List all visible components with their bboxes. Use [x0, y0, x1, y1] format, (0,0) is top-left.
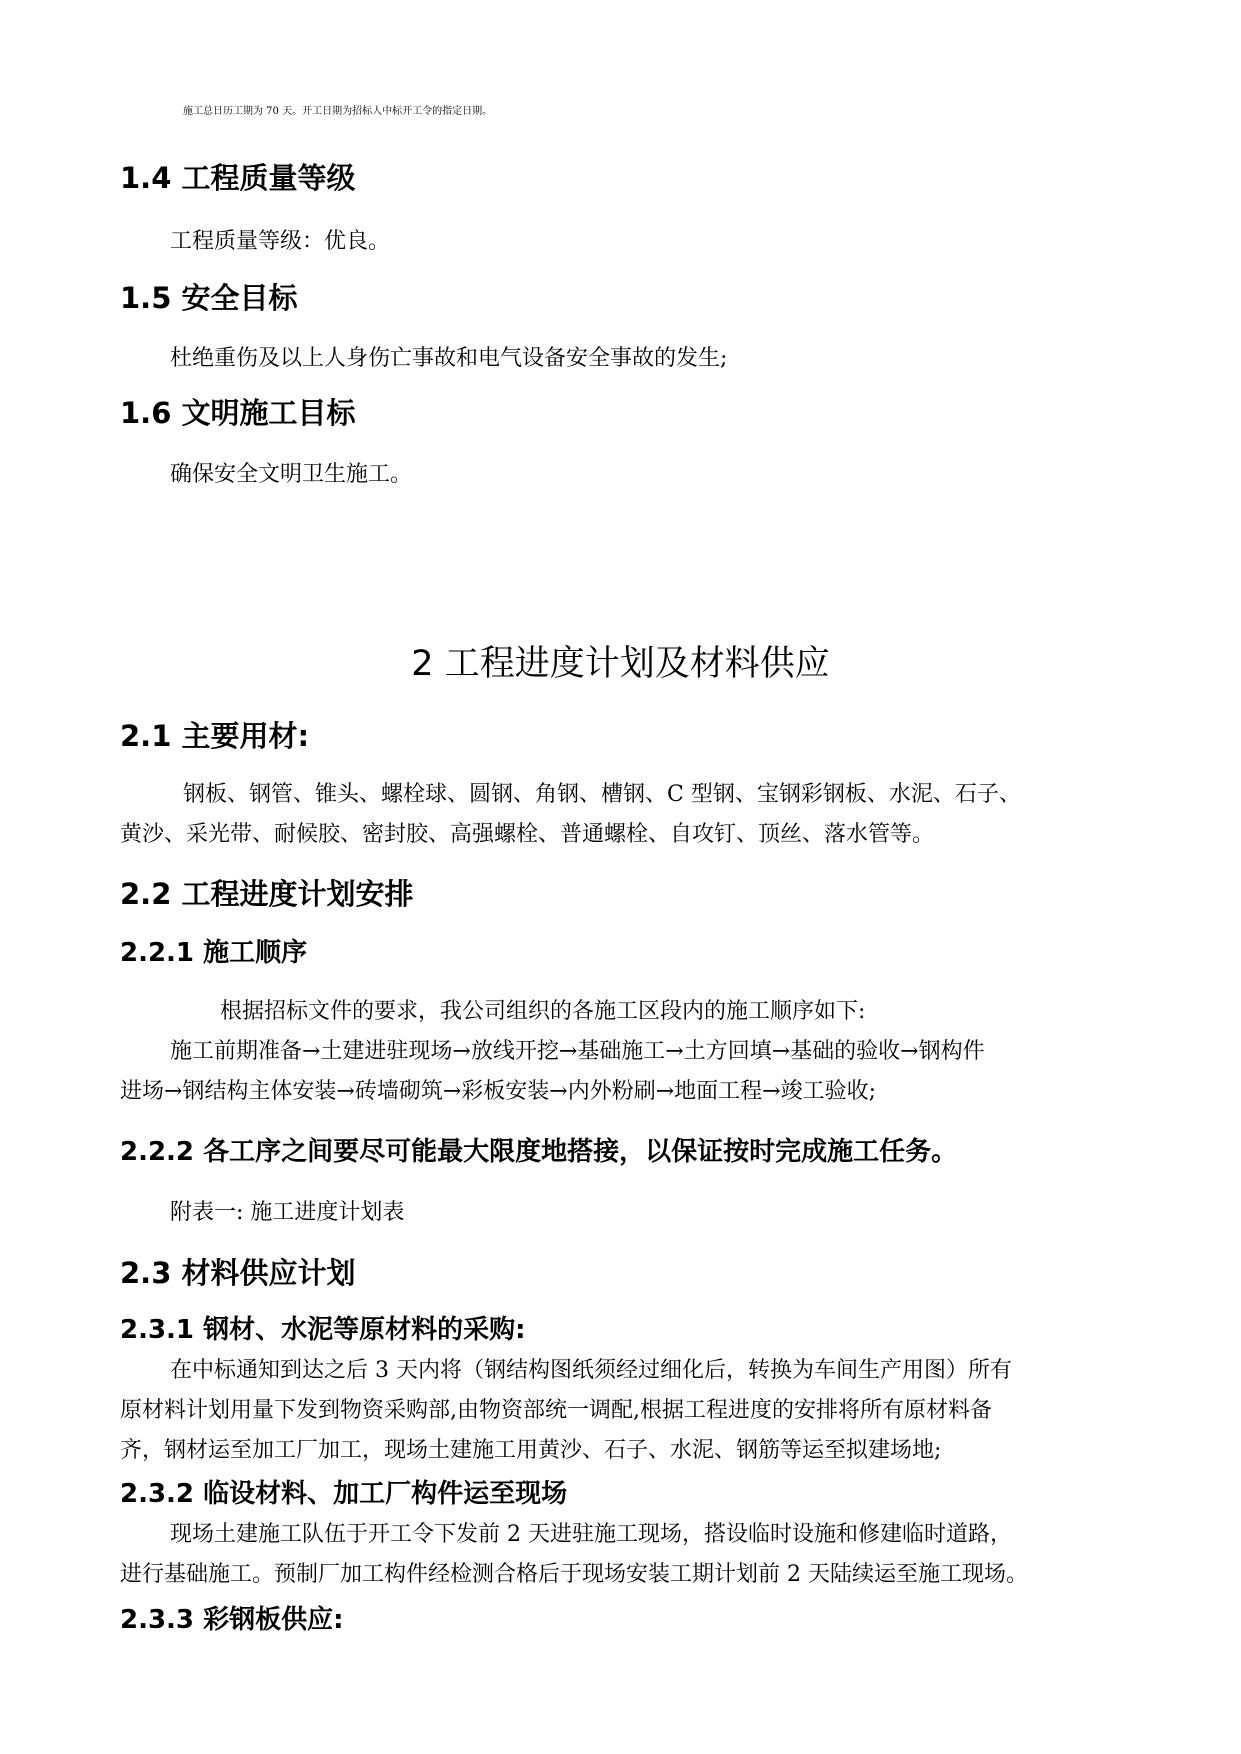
materials-line-1: 钢板、钢管、锥头、螺栓球、圆钢、角钢、槽钢、C 型钢、宝钢彩钢板、水泥、石子、: [183, 782, 1021, 807]
section-1-5-heading: 1.5 安全目标: [120, 281, 298, 315]
construction-order-line-3: 进场→钢结构主体安装→砖墙砌筑→彩板安装→内外粉刷→地面工程→竣工验收;: [120, 1079, 877, 1104]
procurement-line-1: 在中标通知到达之后 3 天内将（钢结构图纸须经过细化后，转换为车间生产用图）所有: [170, 1358, 1012, 1383]
site-delivery-line-1: 现场土建施工队伍于开工令下发前 2 天进驻施工现场，搭设临时设施和修建临时道路，: [170, 1522, 1012, 1547]
section-2-2-heading: 2.2 工程进度计划安排: [120, 877, 414, 911]
section-1-4-body: 工程质量等级：优良。: [170, 229, 391, 254]
construction-order-line-1: 根据招标文件的要求，我公司组织的各施工区段内的施工顺序如下:: [220, 999, 866, 1024]
appendix-table-reference: 附表一: 施工进度计划表: [170, 1200, 405, 1225]
section-2-3-heading: 2.3 材料供应计划: [120, 1256, 356, 1290]
schedule-intro-text: 施工总日历工期为 70 天。开工日期为招标人中标开工令的指定日期。: [183, 106, 493, 117]
construction-order-line-2: 施工前期准备→土建进驻现场→放线开挖→基础施工→土方回填→基础的验收→钢构件: [170, 1039, 985, 1064]
procurement-line-2: 原材料计划用量下发到物资采购部,由物资部统一调配,根据工程进度的安排将所有原材料备: [120, 1398, 992, 1423]
materials-line-2: 黄沙、采光带、耐候胶、密封胶、高强螺栓、普通螺栓、自攻钉、顶丝、落水管等。: [120, 822, 935, 847]
section-1-4-heading: 1.4 工程质量等级: [120, 161, 356, 195]
section-2-3-3-heading: 2.3.3 彩钢板供应:: [120, 1605, 344, 1635]
chapter-2-title: 2 工程进度计划及材料供应: [411, 644, 830, 684]
procurement-line-3: 齐，钢材运至加工厂加工，现场土建施工用黄沙、石子、水泥、钢筋等运至拟建场地;: [120, 1438, 942, 1463]
section-1-6-heading: 1.6 文明施工目标: [120, 396, 356, 430]
section-2-3-1-heading: 2.3.1 钢材、水泥等原材料的采购:: [120, 1315, 526, 1345]
section-1-6-body: 确保安全文明卫生施工。: [170, 462, 413, 487]
section-2-1-heading: 2.1 主要用材:: [120, 719, 310, 753]
section-1-5-body: 杜绝重伤及以上人身伤亡事故和电气设备安全事故的发生;: [170, 346, 728, 371]
site-delivery-line-2: 进行基础施工。预制厂加工构件经检测合格后于现场安装工期计划前 2 天陆续运至施工现场。: [120, 1562, 1028, 1587]
section-2-3-2-heading: 2.3.2 临设材料、加工厂构件运至现场: [120, 1479, 568, 1509]
section-2-2-2-heading: 2.2.2 各工序之间要尽可能最大限度地搭接，以保证按时完成施工任务。: [120, 1137, 958, 1167]
section-2-2-1-heading: 2.2.1 施工顺序: [120, 938, 308, 968]
